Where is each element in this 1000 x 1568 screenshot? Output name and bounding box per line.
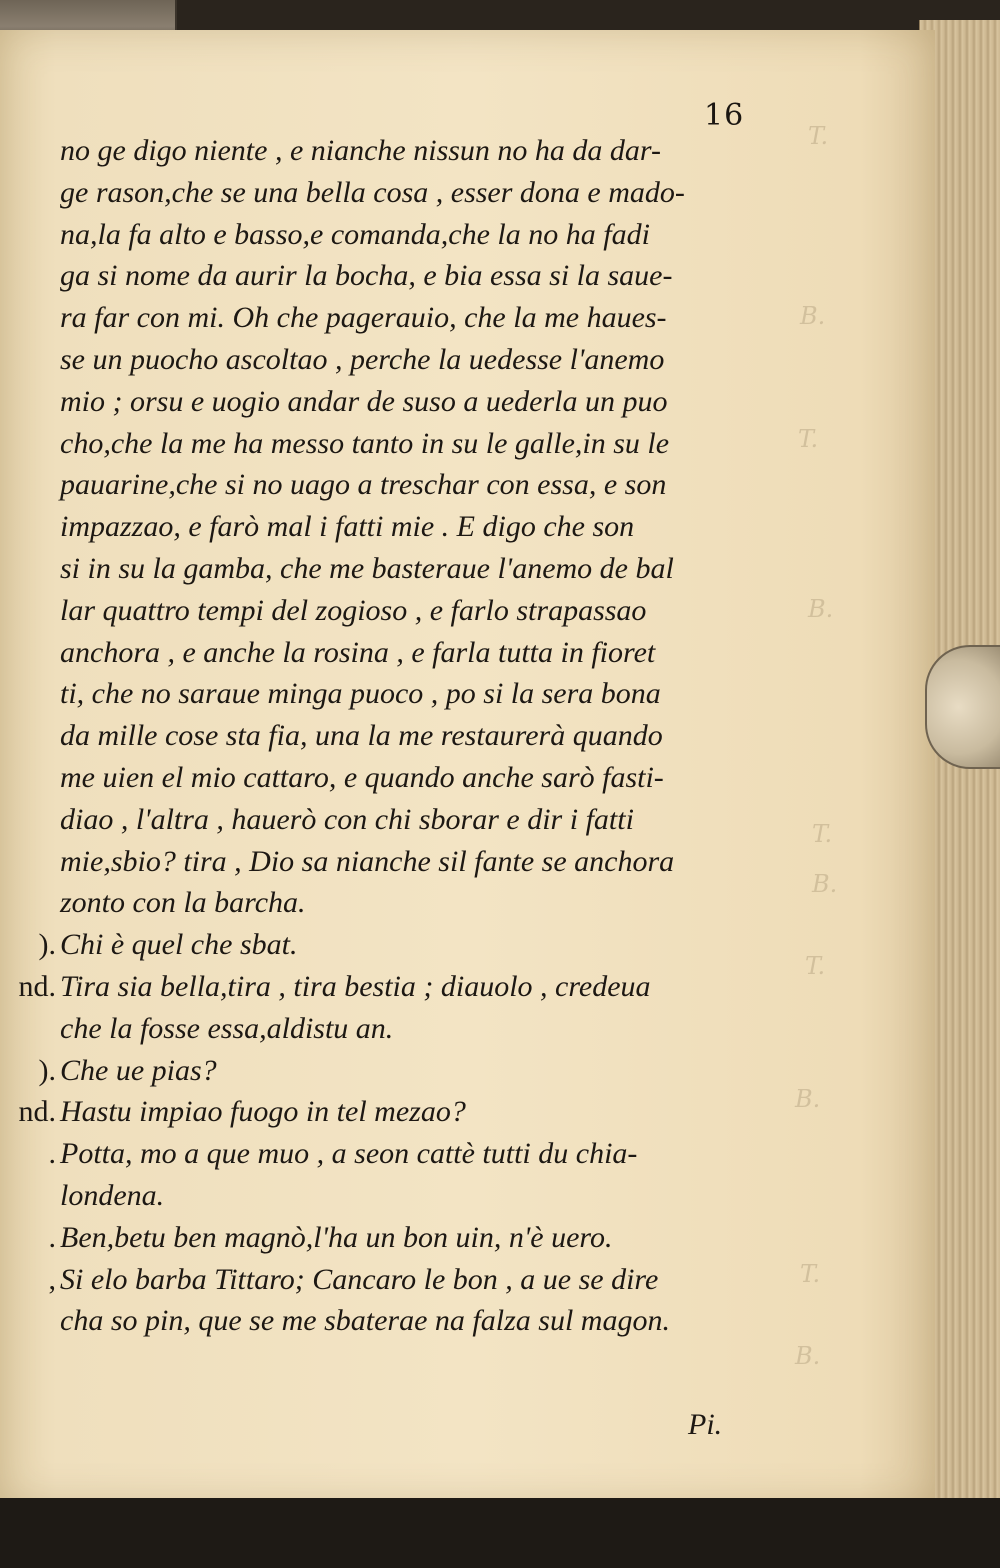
text-line xyxy=(0,172,790,214)
text-line xyxy=(0,1091,790,1133)
text-line xyxy=(0,882,790,924)
line-text: cho,che la me ha messo tanto in su le galle,in su le xyxy=(60,426,670,460)
line-text: lar quattro tempi del zogioso , e farlo strapassao xyxy=(60,593,647,627)
text-line xyxy=(0,255,790,297)
background-bottom xyxy=(0,1498,1000,1568)
show-through-mark: B. xyxy=(808,595,834,623)
text-line xyxy=(0,1050,790,1092)
line-text: cha so pin, que se me sbaterae na falza sul magon. xyxy=(60,1304,670,1338)
show-through-mark: T. xyxy=(805,952,826,980)
line-text: si in su la gamba, che me basteraue l'anemo de bal xyxy=(60,551,674,585)
text-line xyxy=(0,1217,790,1259)
line-text: ra far con mi. Oh che pagerauio, che la me haues- xyxy=(60,301,667,335)
line-text: no ge digo niente , e nianche nissun no ha da dar- xyxy=(60,134,661,167)
line-text: Che ue pias? xyxy=(60,1053,217,1087)
text-block xyxy=(0,130,790,1342)
text-line xyxy=(0,757,790,799)
line-text: na,la fa alto e basso,e comanda,che la no ha fadi xyxy=(60,217,650,251)
text-line xyxy=(0,799,790,841)
line-text: ga si nome da aurir la bocha, e bia essa si la saue- xyxy=(60,259,673,293)
line-text: ge rason,che se una bella cosa , esser dona e mado- xyxy=(60,175,685,209)
text-line xyxy=(0,715,790,757)
text-line xyxy=(0,381,790,423)
book-clasp xyxy=(925,645,1000,769)
line-text: anchora , e anche la rosina , e farla tutta in fioret xyxy=(60,635,656,669)
line-text: me uien el mio cattaro, e quando anche sarò fasti- xyxy=(60,760,664,794)
show-through-mark: B. xyxy=(795,1085,821,1113)
speaker-label: . xyxy=(48,1137,56,1171)
line-text: mie,sbio? tira , Dio sa nianche sil fante se anchora xyxy=(60,844,675,878)
line-text: da mille cose sta fia, una la me restaurerà quando xyxy=(60,719,663,753)
line-text: impazzao, e farò mal i fatti mie . E digo che son xyxy=(60,510,635,544)
text-line xyxy=(0,506,790,548)
text-line xyxy=(0,632,790,674)
page-number: 16 xyxy=(704,98,745,133)
line-text: Tira sia bella,tira , tira bestia ; diauolo , credeua xyxy=(60,969,651,1003)
line-text: londena. xyxy=(60,1178,165,1212)
text-line xyxy=(0,548,790,590)
show-through-mark: T. xyxy=(798,425,819,453)
show-through-mark: T. xyxy=(800,1260,821,1288)
speaker-label: nd. xyxy=(18,1095,56,1129)
text-line xyxy=(0,1259,790,1301)
speaker-label: nd. xyxy=(18,969,56,1003)
line-text: che la fosse essa,aldistu an. xyxy=(60,1011,394,1045)
line-text: Potta, mo a que muo , a seon cattè tutti du chia- xyxy=(60,1137,638,1171)
line-text: Si elo barba Tittaro; Cancaro le bon , a ue se dire xyxy=(60,1262,659,1296)
text-line xyxy=(0,966,790,1008)
show-through-mark: T. xyxy=(812,820,833,848)
text-line xyxy=(0,1175,790,1217)
text-line xyxy=(0,423,790,465)
book-page xyxy=(0,30,935,1505)
catchword: Pi. xyxy=(688,1408,723,1441)
show-through-mark: B. xyxy=(800,302,826,330)
line-text: ti, che no saraue minga puoco , po si la sera bona xyxy=(60,677,661,711)
line-text: Hastu impiao fuogo in tel mezao? xyxy=(60,1095,466,1129)
line-text: mio ; orsu e uogio andar de suso a uederla un puo xyxy=(60,384,668,418)
line-text: diao , l'altra , hauerò con chi sborar e dir i fatti xyxy=(60,802,634,836)
text-line xyxy=(0,1133,790,1175)
text-line xyxy=(0,214,790,256)
text-line xyxy=(0,590,790,632)
line-text: Chi è quel che sbat. xyxy=(60,928,298,962)
line-text: zonto con la barcha. xyxy=(60,886,306,920)
line-text: pauarine,che si no uago a treschar con essa, e son xyxy=(60,468,667,502)
show-through-mark: B. xyxy=(795,1342,821,1370)
text-line xyxy=(0,924,790,966)
line-text: se un puocho ascoltao , perche la uedesse l'anemo xyxy=(60,342,665,376)
text-line xyxy=(0,841,790,883)
speaker-label: ). xyxy=(38,1053,56,1087)
speaker-label: , xyxy=(48,1262,56,1296)
text-line xyxy=(0,297,790,339)
show-through-mark: T. xyxy=(808,122,829,150)
text-line xyxy=(0,464,790,506)
speaker-label: . xyxy=(48,1220,56,1254)
text-line xyxy=(0,130,790,172)
show-through-mark: B. xyxy=(812,870,838,898)
text-line xyxy=(0,673,790,715)
speaker-label: ). xyxy=(38,928,56,962)
line-text: Ben,betu ben magnò,l'ha un bon uin, n'è uero. xyxy=(60,1220,613,1254)
text-line xyxy=(0,1008,790,1050)
text-line xyxy=(0,1300,790,1342)
text-line xyxy=(0,339,790,381)
